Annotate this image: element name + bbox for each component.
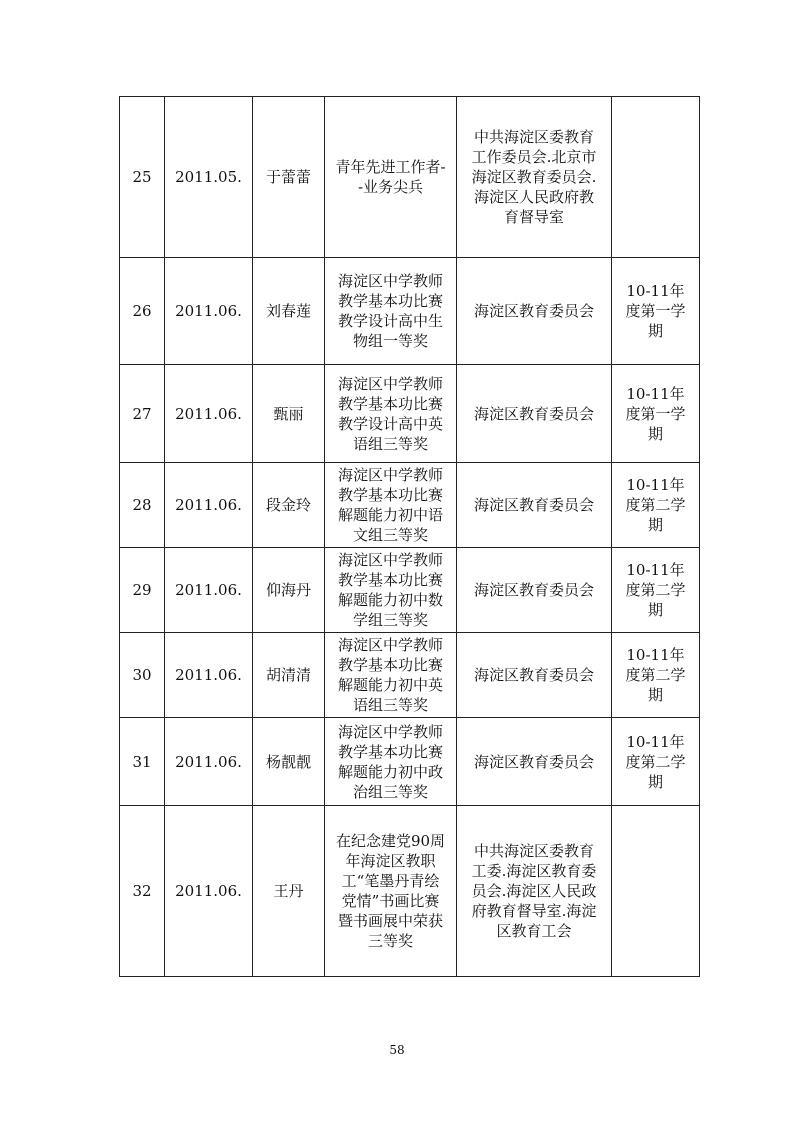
date-cell: 2011.05. xyxy=(165,97,253,258)
row-number-cell: 30 xyxy=(120,633,165,718)
row-number-cell: 31 xyxy=(120,718,165,806)
row-number-cell: 27 xyxy=(120,365,165,463)
table-row xyxy=(120,258,700,365)
name-cell: 胡清清 xyxy=(253,633,325,718)
name-cell: 杨靓靓 xyxy=(253,718,325,806)
issuer-cell: 海淀区教育委员会 xyxy=(457,718,612,806)
page-number: 58 xyxy=(389,1043,405,1057)
award-cell: 海淀区中学教师教学基本功比赛解题能力初中数学组三等奖 xyxy=(325,548,457,633)
note-cell: 10-11年度第二学期 xyxy=(612,718,700,806)
name-cell: 段金玲 xyxy=(253,463,325,548)
date-cell: 2011.06. xyxy=(165,258,253,365)
award-cell: 海淀区中学教师教学基本功比赛解题能力初中英语组三等奖 xyxy=(325,633,457,718)
issuer-cell: 海淀区教育委员会 xyxy=(457,633,612,718)
date-cell: 2011.06. xyxy=(165,463,253,548)
name-cell: 于蕾蕾 xyxy=(253,97,325,258)
note-cell: 10-11年度第一学期 xyxy=(612,258,700,365)
table-row xyxy=(120,463,700,548)
table-row xyxy=(120,806,700,977)
name-cell: 仰海丹 xyxy=(253,548,325,633)
name-cell: 王丹 xyxy=(253,806,325,977)
table-row xyxy=(120,97,700,258)
row-number-cell: 29 xyxy=(120,548,165,633)
date-cell: 2011.06. xyxy=(165,548,253,633)
note-cell: 10-11年度第二学期 xyxy=(612,463,700,548)
award-cell: 海淀区中学教师教学基本功比赛解题能力初中政治组三等奖 xyxy=(325,718,457,806)
issuer-cell: 海淀区教育委员会 xyxy=(457,463,612,548)
issuer-cell: 海淀区教育委员会 xyxy=(457,548,612,633)
row-number-cell: 26 xyxy=(120,258,165,365)
table-row xyxy=(120,633,700,718)
note-cell: 10-11年度第二学期 xyxy=(612,633,700,718)
note-cell: 10-11年度第一学期 xyxy=(612,365,700,463)
date-cell: 2011.06. xyxy=(165,806,253,977)
issuer-cell: 中共海淀区委教育工作委员会.北京市海淀区教育委员会.海淀区人民政府教育督导室 xyxy=(457,97,612,258)
award-cell: 在纪念建党90周年海淀区教职工“笔墨丹青绘党情”书画比赛暨书画展中荣获三等奖 xyxy=(325,806,457,977)
date-cell: 2011.06. xyxy=(165,365,253,463)
note-cell xyxy=(612,97,700,258)
note-cell xyxy=(612,806,700,977)
row-number-cell: 25 xyxy=(120,97,165,258)
awards-table xyxy=(119,96,700,977)
name-cell: 刘春莲 xyxy=(253,258,325,365)
note-cell: 10-11年度第二学期 xyxy=(612,548,700,633)
award-cell: 海淀区中学教师教学基本功比赛教学设计高中英语组三等奖 xyxy=(325,365,457,463)
date-cell: 2011.06. xyxy=(165,633,253,718)
award-cell: 青年先进工作者--业务尖兵 xyxy=(325,97,457,258)
award-cell: 海淀区中学教师教学基本功比赛解题能力初中语文组三等奖 xyxy=(325,463,457,548)
row-number-cell: 28 xyxy=(120,463,165,548)
issuer-cell: 海淀区教育委员会 xyxy=(457,258,612,365)
table-row xyxy=(120,365,700,463)
table-row xyxy=(120,718,700,806)
award-cell: 海淀区中学教师教学基本功比赛教学设计高中生物组一等奖 xyxy=(325,258,457,365)
row-number-cell: 32 xyxy=(120,806,165,977)
issuer-cell: 中共海淀区委教育工委.海淀区教育委员会.海淀区人民政府教育督导室.海淀区教育工会 xyxy=(457,806,612,977)
date-cell: 2011.06. xyxy=(165,718,253,806)
name-cell: 甄丽 xyxy=(253,365,325,463)
table-row xyxy=(120,548,700,633)
issuer-cell: 海淀区教育委员会 xyxy=(457,365,612,463)
